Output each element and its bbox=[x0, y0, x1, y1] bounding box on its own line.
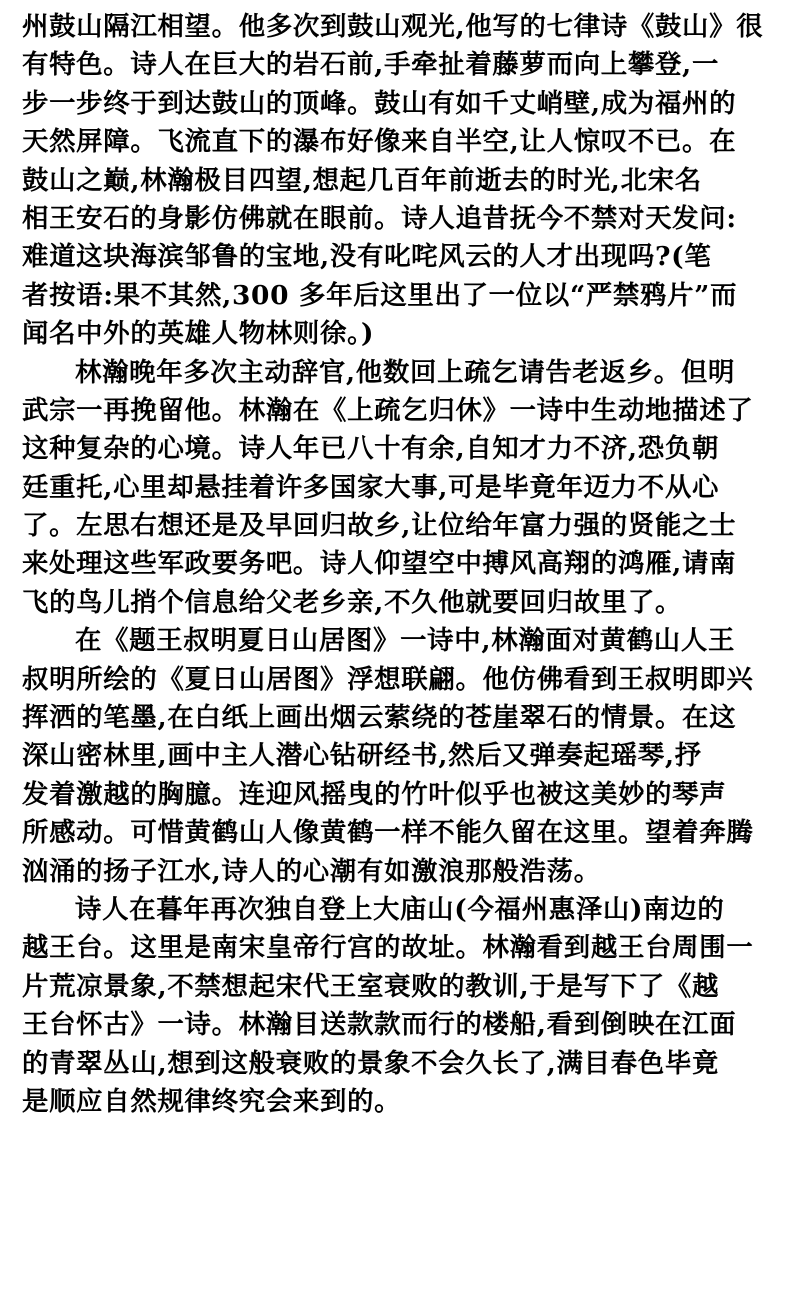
text-line: 天然屏障。飞流直下的瀑布好像来自半空,让人惊叹不已。在 bbox=[22, 126, 737, 158]
paragraph-start-line: 林瀚晚年多次主动辞官,他数回上疏乞请告老返乡。但明 bbox=[75, 356, 736, 388]
text-line: 王台怀古》一诗。林瀚目送款款而行的楼船,看到倒映在江面 bbox=[22, 1009, 737, 1041]
text-line: 州鼓山隔江相望。他多次到鼓山观光,他写的七律诗《鼓山》很 bbox=[22, 11, 764, 42]
text-line: 难道这块海滨邹鲁的宝地,没有叱咤风云的人才出现吗?(笔 bbox=[22, 241, 712, 273]
text-line: 飞的鸟儿捎个信息给父老乡亲,不久他就要回归故里了。 bbox=[22, 586, 683, 618]
text-line: 鼓山之巅,林瀚极目四望,想起几百年前逝去的时光,北宋名 bbox=[22, 164, 702, 196]
text-line: 步一步终于到达鼓山的顶峰。鼓山有如千丈峭壁,成为福州的 bbox=[22, 87, 737, 119]
text-line: 武宗一再挽留他。林瀚在《上疏乞归休》一诗中生动地描述了 bbox=[22, 394, 754, 426]
body-text bbox=[22, 8, 782, 1121]
text-line: 这种复杂的心境。诗人年已八十有余,自知才力不济,恐负朝 bbox=[22, 433, 720, 465]
text-line: 挥洒的笔墨,在白纸上画出烟云萦绕的苍崖翠石的情景。在这 bbox=[22, 702, 737, 734]
text-line: 是顺应自然规律终究会来到的。 bbox=[22, 1085, 402, 1117]
text-line: 的青翠丛山,想到这般衰败的景象不会久长了,满目春色毕竟 bbox=[22, 1047, 720, 1079]
text-line: 相王安石的身影仿佛就在眼前。诗人追昔抚今不禁对天发问: bbox=[22, 202, 737, 234]
text-line: 来处理这些军政要务吧。诗人仰望空中搏风高翔的鸿雁,请南 bbox=[22, 548, 737, 580]
text-line: 深山密林里,画中主人潜心钻研经书,然后又弹奏起瑶琴,抒 bbox=[22, 740, 702, 772]
paragraph-start-line: 在《题王叔明夏日山居图》一诗中,林瀚面对黄鹤山人王 bbox=[75, 625, 736, 657]
text-line: 闻名中外的英雄人物林则徐。) bbox=[22, 318, 375, 350]
text-line: 了。左思右想还是及早回归故乡,让位给年富力强的贤能之士 bbox=[22, 510, 737, 542]
text-line: 叔明所绘的《夏日山居图》浮想联翩。他仿佛看到王叔明即兴 bbox=[22, 663, 754, 695]
paragraph-start-line: 诗人在暮年再次独自登上大庙山(今福州惠泽山)南边的 bbox=[75, 893, 725, 925]
text-line: 有特色。诗人在巨大的岩石前,手牵扯着藤萝而向上攀登,一 bbox=[22, 49, 720, 81]
text-line: 越王台。这里是南宋皇帝行宫的故址。林瀚看到越王台周围一 bbox=[22, 932, 754, 964]
text-line: 廷重托,心里却悬挂着许多国家大事,可是毕竟年迈力不从心 bbox=[22, 471, 720, 503]
text-line: 所感动。可惜黄鹤山人像黄鹤一样不能久留在这里。望着奔腾 bbox=[22, 817, 754, 849]
text-line: 片荒凉景象,不禁想起宋代王室衰败的教训,于是写下了《越 bbox=[22, 970, 720, 1002]
text-line: 汹涌的扬子江水,诗人的心潮有如激浪那般浩荡。 bbox=[22, 855, 601, 887]
text-line: 者按语:果不其然,300 多年后这里出了一位以“严禁鸦片”而 bbox=[22, 279, 738, 311]
text-line: 发着激越的胸臆。连迎风摇曳的竹叶似乎也被这美妙的琴声 bbox=[22, 778, 727, 810]
